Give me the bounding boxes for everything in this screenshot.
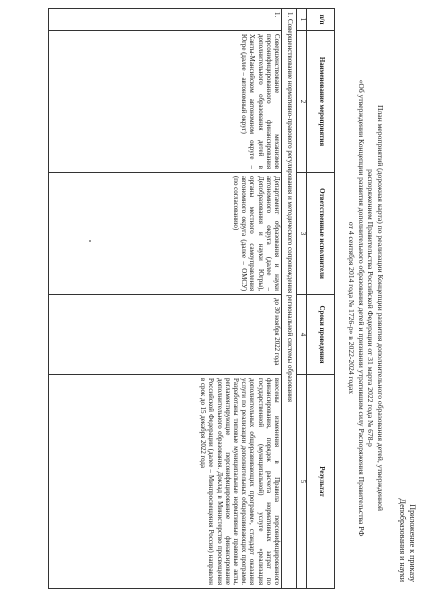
scan-dot	[89, 240, 91, 242]
title-line-1: План мероприятий (дорожная карта) по реализации Концепции развития дополнительного образования детей, утвержденной	[376, 105, 385, 511]
column-number: 2	[297, 31, 307, 173]
deadline: до 30 ноября 2022 года	[49, 295, 282, 375]
title-line-2: распоряжением Правительства Российской Федерации от 31 марта 2022 года № 678-р	[366, 169, 376, 447]
row-number: 1.	[49, 9, 282, 31]
section-row	[282, 9, 297, 589]
column-number: 5	[297, 375, 307, 589]
table-row	[49, 9, 282, 589]
title-line-4: от 4 сентября 2014 года № 1726-р» в 2022-2024 годах	[347, 221, 357, 395]
measure-name: Совершенствование механизмов персонифицированного финансирования дополнительного образования детей в Ханты-Мансийском автономном округе – Югре (далее – автономный округ)	[49, 31, 282, 173]
header-responsible: Ответственные исполнители	[307, 173, 335, 295]
column-number: 4	[297, 295, 307, 375]
column-number: 1	[297, 9, 307, 31]
column-number: 3	[297, 173, 307, 295]
document-header	[397, 499, 417, 582]
header-line-2: Депобразования и науки	[398, 498, 407, 582]
header-number: п/п	[307, 9, 335, 31]
result: внесены изменения в Правила персонифицированного финансирования, порядок расчета нормативных затрат по государственной (муниципальной) услуге «реализация дополнительных общеразвивающих программ», стандарт оказания услуги по реализации дополнительных общеразвивающих программ. Разработаны типовые муниципальные нормативные правовые акты, регламентирующие персонифицированное финансирование дополнительного образования. Доклад в Министерство просвещения Российской Федерации (далее – Минпросвещения России) направлен в срок до 15 декабря 2022 года	[49, 375, 282, 589]
title-line-3: «Об утверждении Концепции развития дополнительного образования детей и признании утратившим силу Распоряжения Правительства РФ	[357, 79, 366, 537]
document-title	[347, 28, 385, 588]
header-result: Результат	[307, 375, 335, 589]
measures-table	[48, 8, 335, 589]
header-measure-name: Наименование мероприятия	[307, 31, 335, 173]
header-deadline: Сроки проведения	[307, 295, 335, 375]
table-header-row	[307, 9, 335, 589]
responsible-executors: Департамент образования и науки автономного округа (далее – Депобразования и науки Югры), органы местного самоуправления автономного округа (далее – ОМСУ) (по согласованию)	[49, 173, 282, 295]
header-line-1: Приложение к приказу	[408, 504, 417, 582]
column-number-row	[297, 9, 307, 589]
section-title: 1. Совершенствование нормативно-правового регулирования и методического сопровождения региональной системы образования	[282, 9, 297, 589]
